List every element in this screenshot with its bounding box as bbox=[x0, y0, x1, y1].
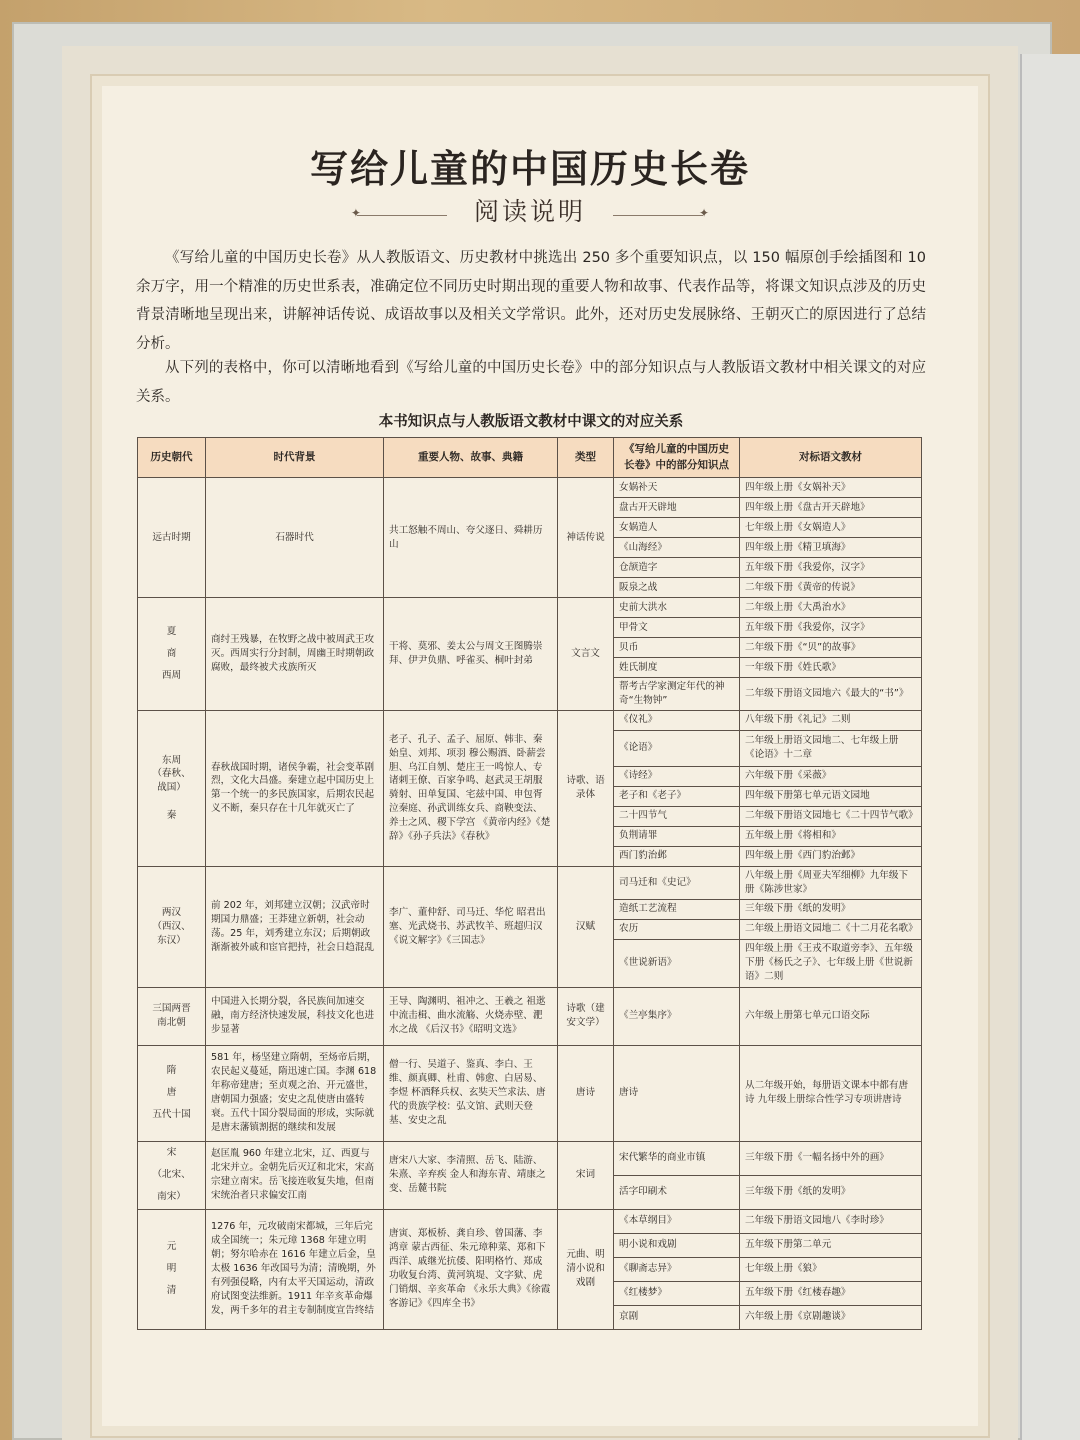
dynasty-line: 清 bbox=[166, 1285, 177, 1297]
type-cell: 汉赋 bbox=[558, 866, 614, 987]
textbook-cell: 四年级下册第七单元语文园地 bbox=[740, 786, 922, 806]
dynasty-cell bbox=[138, 1045, 206, 1141]
subtitle-row bbox=[0, 192, 1060, 228]
background-cell: 581 年，杨坚建立隋朝，至炀帝后期，农民起义蔓延，隋迅速亡国。李渊 618 年称帝建唐；至贞观之治、开元盛世，唐朝国力强盛；安史之乱使唐由盛转衰。五代十国分裂局面的形成，实际就是唐末藩镇割据的继续和发展 bbox=[206, 1045, 384, 1141]
knowledge-cell: 盘古开天辟地 bbox=[614, 498, 740, 518]
dynasty-line: （西汉、 bbox=[152, 920, 191, 932]
textbook-cell: 五年级下册《我爱你，汉字》 bbox=[740, 618, 922, 638]
knowledge-cell: 《兰亭集序》 bbox=[614, 987, 740, 1045]
knowledge-cell: 二十四节气 bbox=[614, 806, 740, 826]
textbook-cell: 八年级下册《礼记》二则 bbox=[740, 710, 922, 730]
textbook-cell: 二年级下册《“贝”的故事》 bbox=[740, 638, 922, 658]
dynasty-line: 战国） bbox=[157, 782, 186, 794]
textbook-cell: 六年级上册《京剧趣谈》 bbox=[740, 1305, 922, 1329]
type-cell: 神话传说 bbox=[558, 478, 614, 598]
dynasty-line: 南宋） bbox=[157, 1191, 186, 1203]
knowledge-cell: 阪泉之战 bbox=[614, 578, 740, 598]
background-cell: 前 202 年，刘邦建立汉朝；汉武帝时期国力鼎盛；王莽建立新朝，社会动荡。25 年，刘秀建立东汉；后期朝政渐渐被外戚和宦官把持，社会日趋混乱 bbox=[206, 866, 384, 987]
knowledge-cell: 《世说新语》 bbox=[614, 939, 740, 987]
textbook-cell: 四年级上册《女娲补天》 bbox=[740, 478, 922, 498]
knowledge-cell: 明小说和戏剧 bbox=[614, 1233, 740, 1257]
knowledge-cell: 老子和《老子》 bbox=[614, 786, 740, 806]
knowledge-cell: 姓氏制度 bbox=[614, 658, 740, 678]
knowledge-cell: 唐诗 bbox=[614, 1045, 740, 1141]
dynasty-line: 秦 bbox=[166, 810, 177, 822]
textbook-cell: 八年级上册《周亚夫军细柳》九年级下册《陈涉世家》 bbox=[740, 866, 922, 899]
textbook-cell: 六年级上册第七单元口语交际 bbox=[740, 987, 922, 1045]
knowledge-cell: 史前大洪水 bbox=[614, 598, 740, 618]
table-row bbox=[138, 1209, 922, 1233]
type-cell: 诗歌（建安文学） bbox=[558, 987, 614, 1045]
textbook-cell: 五年级下册《我爱你，汉字》 bbox=[740, 558, 922, 578]
textbook-cell: 三年级下册《一幅名扬中外的画》 bbox=[740, 1141, 922, 1175]
dynasty-line: 五代十国 bbox=[152, 1109, 191, 1121]
background-cell: 1276 年，元攻破南宋都城，三年后完成全国统一；朱元璋 1368 年建立明朝；努尔哈赤在 1616 年建立后金，皇太极 1636 年改国号为清；清晚期，外有列强侵略，内有太平天国运动，清政府试图变法维新。1911 年辛亥革命爆发，两千多年的君主专制制度宣告终结 bbox=[206, 1209, 384, 1329]
knowledge-cell: 《山海经》 bbox=[614, 538, 740, 558]
background-cell: 商纣王残暴，在牧野之战中被周武王攻灭。西周实行分封制，周幽王时期朝政腐败，最终被犬戎族所灭 bbox=[206, 598, 384, 711]
dynasty-line: 西周 bbox=[161, 669, 182, 681]
knowledge-cell: 宋代繁华的商业市镇 bbox=[614, 1141, 740, 1175]
dynasty-line: 东周 bbox=[161, 754, 182, 766]
dynasty-line: 两汉 bbox=[161, 906, 182, 918]
textbook-cell: 四年级上册《盘古开天辟地》 bbox=[740, 498, 922, 518]
knowledge-cell: 活字印刷术 bbox=[614, 1175, 740, 1209]
board-edge bbox=[1020, 54, 1080, 1440]
knowledge-cell: 负荆请罪 bbox=[614, 826, 740, 846]
figures-cell: 共工怒触不周山、夸父逐日、舜耕历山 bbox=[384, 478, 558, 598]
table-row bbox=[138, 866, 922, 899]
table-row bbox=[138, 1045, 922, 1141]
table-row bbox=[138, 987, 922, 1045]
knowledge-cell: 《红楼梦》 bbox=[614, 1281, 740, 1305]
type-cell: 宋词 bbox=[558, 1141, 614, 1209]
textbook-cell: 七年级上册《狼》 bbox=[740, 1257, 922, 1281]
dynasty-cell bbox=[138, 1209, 206, 1329]
textbook-cell: 二年级下册语文园地七《二十四节气歌》 bbox=[740, 806, 922, 826]
dynasty-cell bbox=[138, 478, 206, 598]
textbook-cell: 一年级下册《姓氏歌》 bbox=[740, 658, 922, 678]
page-subtitle: 阅读说明 bbox=[473, 197, 586, 226]
header-background: 时代背景 bbox=[206, 438, 384, 478]
dynasty-line: 三国两晋 bbox=[152, 1003, 191, 1015]
dynasty-cell bbox=[138, 866, 206, 987]
textbook-cell: 五年级下册《红楼春趣》 bbox=[740, 1281, 922, 1305]
dynasty-cell bbox=[138, 987, 206, 1045]
table-body bbox=[138, 478, 922, 1330]
figures-cell: 僧一行、吴道子、鉴真、李白、王维、颜真卿、杜甫、韩愈、白居易、李煜 杯酒释兵权、玄奘天竺求法、唐代的贵族学校：弘文馆、武则天登基、安史之乱 bbox=[384, 1045, 558, 1141]
textbook-cell: 三年级下册《纸的发明》 bbox=[740, 899, 922, 919]
header-dynasty: 历史朝代 bbox=[138, 438, 206, 478]
textbook-cell: 六年级下册《采薇》 bbox=[740, 766, 922, 786]
ornament-right-icon bbox=[613, 215, 703, 216]
figures-cell: 干将、莫邪、姜太公与周文王图腾崇拜、伊尹负鼎、呼雀买、桐叶封弟 bbox=[384, 598, 558, 711]
figures-cell: 唐寅、郑板桥、龚自珍、曾国藩、李鸿章 蒙古西征、朱元璋种菜、郑和下西洋、戚继光抗倭、阳明格竹、郑成功收复台湾、黄河筑堤、文字狱、虎门销烟、辛亥革命 《永乐大典》《徐霞客游记》《四库全书》 bbox=[384, 1209, 558, 1329]
knowledge-cell: 西门豹治邺 bbox=[614, 846, 740, 866]
textbook-cell: 四年级上册《王戎不取道旁李》、五年级下册《杨氏之子》、七年级上册《世说新语》二则 bbox=[740, 939, 922, 987]
knowledge-cell: 女娲补天 bbox=[614, 478, 740, 498]
dynasty-line: （春秋、 bbox=[152, 768, 191, 780]
textbook-cell: 七年级上册《女娲造人》 bbox=[740, 518, 922, 538]
knowledge-cell: 京剧 bbox=[614, 1305, 740, 1329]
dynasty-line: 元 bbox=[166, 1241, 177, 1253]
background-cell: 石器时代 bbox=[206, 478, 384, 598]
knowledge-cell: 《论语》 bbox=[614, 730, 740, 766]
ornament-left-icon bbox=[357, 215, 447, 216]
table-header-row bbox=[138, 438, 922, 478]
textbook-cell: 二年级下册语文园地六《最大的“书”》 bbox=[740, 678, 922, 711]
knowledge-cell: 女娲造人 bbox=[614, 518, 740, 538]
dynasty-line: 商 bbox=[166, 647, 177, 659]
table-row bbox=[138, 1141, 922, 1175]
page-title: 写给儿童的中国历史长卷 bbox=[309, 146, 750, 191]
type-cell: 诗歌、语录体 bbox=[558, 710, 614, 866]
background-cell: 中国进入长期分裂，各民族间加速交融，南方经济快速发展，科技文化也进步显著 bbox=[206, 987, 384, 1045]
textbook-cell: 五年级上册《将相和》 bbox=[740, 826, 922, 846]
textbook-cell: 四年级上册《西门豹治邺》 bbox=[740, 846, 922, 866]
background-cell: 赵匡胤 960 年建立北宋，辽、西夏与北宋并立。金朝先后灭辽和北宋，宋高宗建立南宋。岳飞接连收复失地，但南宋统治者只求偏安江南 bbox=[206, 1141, 384, 1209]
knowledge-cell: 《仪礼》 bbox=[614, 710, 740, 730]
table-row bbox=[138, 710, 922, 730]
figures-cell: 李广、董仲舒、司马迁、华佗 昭君出塞、光武烧书、苏武牧羊、班超归汉 《说文解字》《三国志》 bbox=[384, 866, 558, 987]
textbook-cell: 从二年级开始，每册语文课本中都有唐诗 九年级上册综合性学习专项讲唐诗 bbox=[740, 1045, 922, 1141]
knowledge-cell: 《聊斋志异》 bbox=[614, 1257, 740, 1281]
textbook-cell: 三年级下册《纸的发明》 bbox=[740, 1175, 922, 1209]
knowledge-cell: 甲骨文 bbox=[614, 618, 740, 638]
textbook-cell: 二年级下册语文园地八《李时珍》 bbox=[740, 1209, 922, 1233]
header-type: 类型 bbox=[558, 438, 614, 478]
correspondence-table bbox=[137, 437, 922, 1330]
table-title: 本书知识点与人教版语文教材中课文的对应关系 bbox=[378, 414, 684, 430]
intro-paragraph-2: 从下列的表格中，你可以清晰地看到《写给儿童的中国历史长卷》中的部分知识点与人教版语文教材中相关课文的对应关系。 bbox=[136, 360, 926, 405]
type-cell: 元曲、明清小说和戏剧 bbox=[558, 1209, 614, 1329]
knowledge-cell: 贝币 bbox=[614, 638, 740, 658]
dynasty-line: 宋 bbox=[166, 1147, 177, 1159]
knowledge-cell: 《本草纲目》 bbox=[614, 1209, 740, 1233]
textbook-cell: 二年级上册语文园地二《十二月花名歌》 bbox=[740, 919, 922, 939]
dynasty-cell bbox=[138, 598, 206, 711]
dynasty-line: 夏 bbox=[166, 626, 177, 638]
dynasty-cell bbox=[138, 1141, 206, 1209]
header-figures: 重要人物、故事、典籍 bbox=[384, 438, 558, 478]
background-cell: 春秋战国时期，诸侯争霸，社会变革剧烈，文化大昌盛。秦建立起中国历史上第一个统一的多民族国家，后期农民起义不断，秦只存在十几年就灭亡了 bbox=[206, 710, 384, 866]
type-cell: 文言文 bbox=[558, 598, 614, 711]
knowledge-cell: 司马迁和《史记》 bbox=[614, 866, 740, 899]
dynasty-cell bbox=[138, 710, 206, 866]
dynasty-line: （北宋、 bbox=[152, 1169, 191, 1181]
dynasty-line: 隋 bbox=[166, 1065, 177, 1077]
textbook-cell: 二年级下册《黄帝的传说》 bbox=[740, 578, 922, 598]
dynasty-line: 明 bbox=[166, 1263, 177, 1275]
header-knowledge: 《写给儿童的中国历史长卷》中的部分知识点 bbox=[614, 438, 740, 478]
textbook-cell: 二年级上册语文园地二、七年级上册《论语》十二章 bbox=[740, 730, 922, 766]
dynasty-line: 远古时期 bbox=[152, 531, 191, 543]
textbook-cell: 五年级下册第二单元 bbox=[740, 1233, 922, 1257]
knowledge-cell: 仓颉造字 bbox=[614, 558, 740, 578]
knowledge-cell: 造纸工艺流程 bbox=[614, 899, 740, 919]
figures-cell: 唐宋八大家、李清照、岳飞、陆游、朱熹、辛弃疾 金人和海东青、靖康之变、岳麓书院 bbox=[384, 1141, 558, 1209]
figures-cell: 老子、孔子、孟子、屈原、韩非、秦始皇、刘邦、项羽 穆公赐酒、卧薪尝胆、乌江自刎、楚庄王一鸣惊人、专诸刺王僚、百家争鸣、赵武灵王胡服骑射、田单复国、宅兹中国、申包胥泣秦庭、孙武训练女兵、商鞅变法、养士之风、稷下学宫 《黄帝内经》《楚辞》《孙子兵法》《春秋》 bbox=[384, 710, 558, 866]
figures-cell: 王导、陶渊明、祖冲之、王羲之 祖逖中流击楫、曲水流觞、火烧赤壁、淝水之战 《后汉书》《昭明文选》 bbox=[384, 987, 558, 1045]
intro-paragraph-1: 《写给儿童的中国历史长卷》从人教版语文、历史教材中挑选出 250 多个重要知识点，以 150 幅原创手绘插图和 10 余万字，用一个精准的历史世系表，准确定位不同历史时期出现的重要人物和故事、代表作品等，将课文知识点涉及的历史背景清晰地呈现出来，讲解神话传说、成语故事以及相关文学常识。此外，还对历史发展脉络、王朝灭亡的原因进行了总结分析。 bbox=[136, 250, 926, 352]
type-cell: 唐诗 bbox=[558, 1045, 614, 1141]
table-row bbox=[138, 478, 922, 498]
table-row bbox=[138, 598, 922, 618]
knowledge-cell: 帮考古学家测定年代的神奇“生物钟” bbox=[614, 678, 740, 711]
header-textbook: 对标语文教材 bbox=[740, 438, 922, 478]
dynasty-line: 东汉） bbox=[157, 934, 186, 946]
knowledge-cell: 《诗经》 bbox=[614, 766, 740, 786]
dynasty-line: 南北朝 bbox=[157, 1017, 186, 1029]
textbook-cell: 四年级上册《精卫填海》 bbox=[740, 538, 922, 558]
knowledge-cell: 农历 bbox=[614, 919, 740, 939]
textbook-cell: 二年级上册《大禹治水》 bbox=[740, 598, 922, 618]
dynasty-line: 唐 bbox=[166, 1087, 177, 1099]
